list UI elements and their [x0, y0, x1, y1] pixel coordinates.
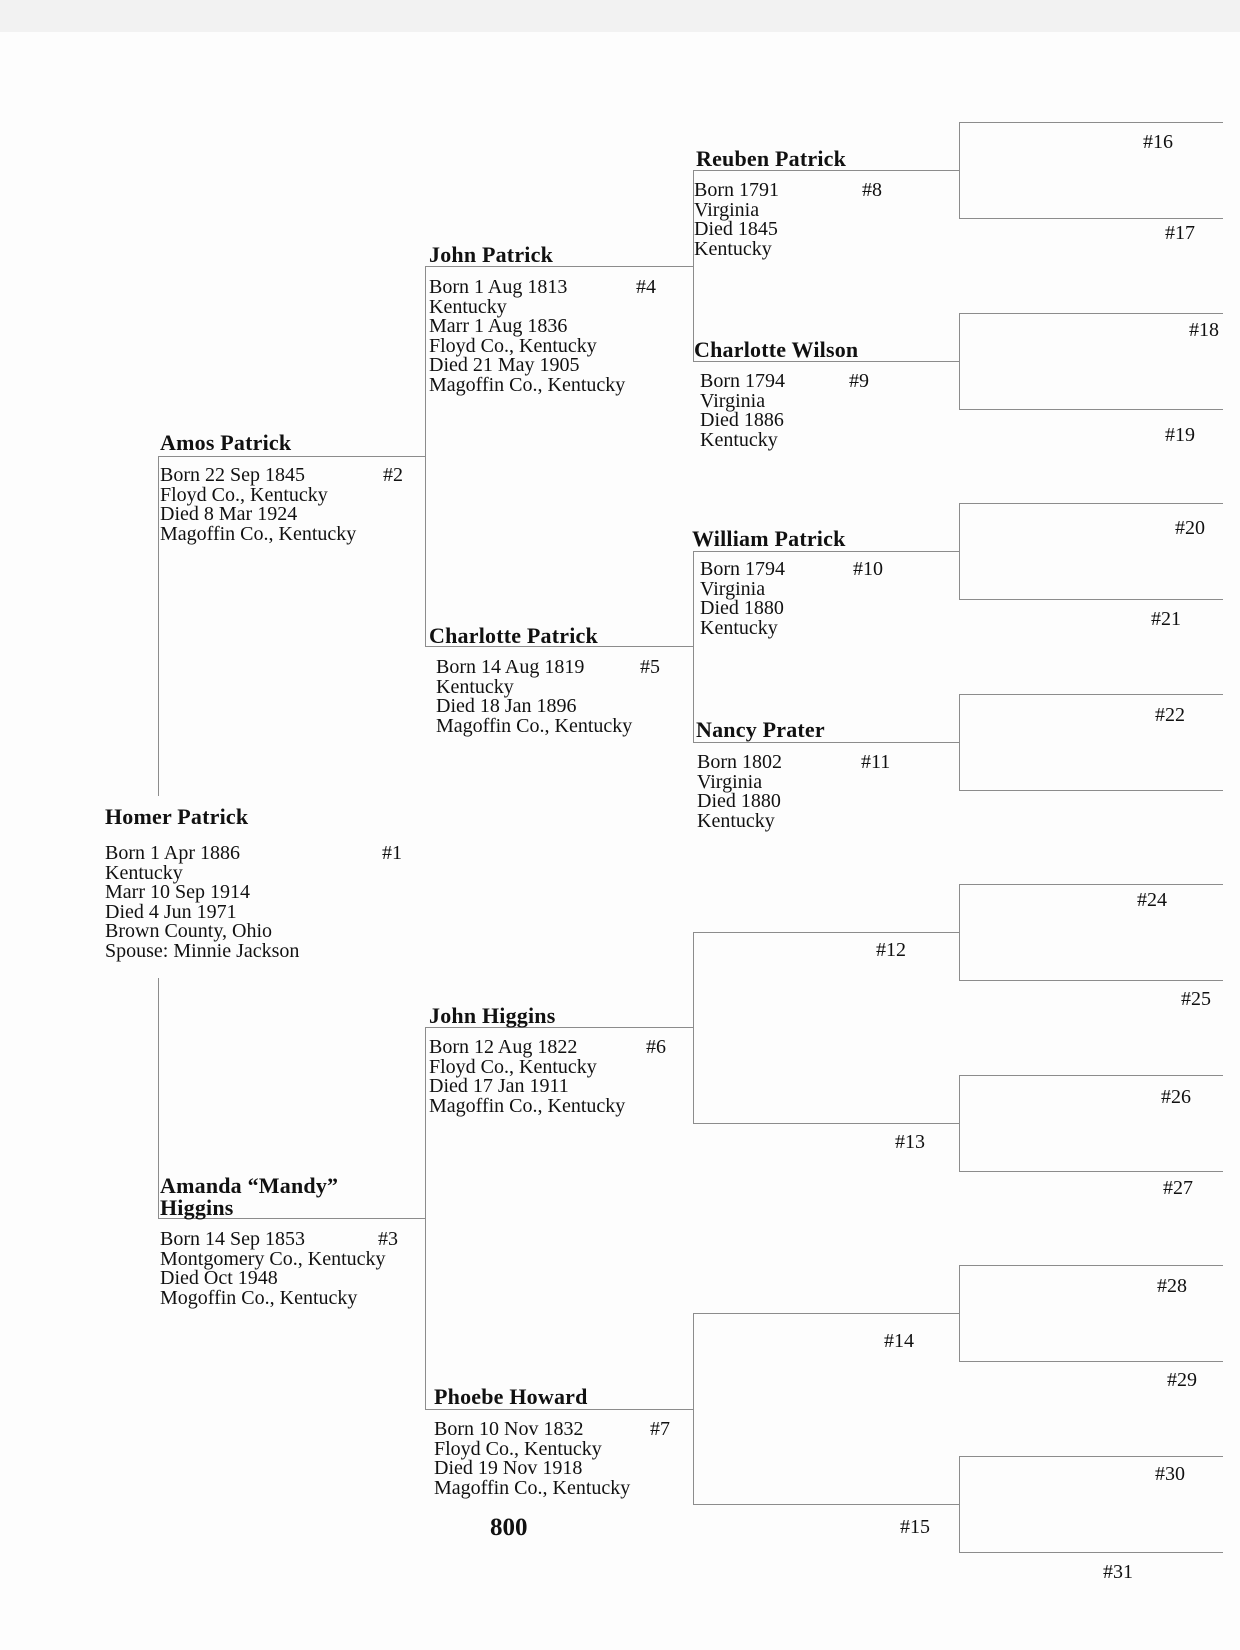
person-8-name: Reuben Patrick	[696, 146, 847, 171]
person-10-details	[700, 560, 785, 638]
line-p14-bracket	[959, 1265, 960, 1361]
person-6-name: John Higgins	[429, 1003, 556, 1028]
person-3-line: Died Oct 1948	[160, 1267, 278, 1289]
line-p2-bracket	[425, 266, 426, 646]
line-p17	[959, 218, 1223, 219]
line-p6-bracket	[693, 932, 694, 1123]
slot-number-25: #25	[1181, 988, 1211, 1010]
line-p18	[959, 313, 1223, 314]
person-3-line: Montgomery Co., Kentucky	[160, 1247, 386, 1270]
slot-number-24: #24	[1137, 889, 1167, 911]
person-10-name: William Patrick	[692, 526, 846, 551]
slot-number-19: #19	[1165, 424, 1195, 446]
line-p11-underline	[693, 742, 959, 743]
person-1-details	[105, 844, 299, 961]
slot-number-18: #18	[1189, 319, 1219, 341]
person-8-line: Kentucky	[694, 237, 772, 260]
person-2-number: #2	[383, 464, 403, 486]
slot-number-31: #31	[1103, 1561, 1133, 1583]
person-9-name: Charlotte Wilson	[694, 337, 859, 362]
person-7-name: Phoebe Howard	[434, 1384, 588, 1409]
person-4-line: Floyd Co., Kentucky	[429, 334, 597, 357]
person-1-line: Brown County, Ohio	[105, 920, 273, 942]
person-6-details	[429, 1038, 625, 1116]
slot-number-21: #21	[1151, 608, 1181, 630]
line-p3-bracket	[425, 1027, 426, 1409]
line-p1-p3	[158, 978, 159, 1218]
slot-number-28: #28	[1157, 1275, 1187, 1297]
line-p13-bracket	[959, 1075, 960, 1171]
person-6-line: Floyd Co., Kentucky	[429, 1055, 597, 1078]
person-9-line: Born 1794	[700, 370, 785, 392]
line-p5-bracket	[693, 551, 694, 742]
person-1-line: Marr 10 Sep 1914	[105, 881, 250, 903]
person-7-line: Floyd Co., Kentucky	[434, 1437, 602, 1460]
person-10-line: Virginia	[700, 577, 766, 600]
person-1-line: Kentucky	[105, 861, 183, 884]
person-3-details	[160, 1230, 386, 1308]
person-1-line: Spouse: Minnie Jackson	[105, 939, 300, 962]
person-5-line: Magoffin Co., Kentucky	[436, 714, 633, 737]
person-5-line: Died 18 Jan 1896	[436, 695, 577, 717]
line-p13-underline	[693, 1123, 959, 1124]
person-9-line: Virginia	[700, 389, 766, 412]
person-10-line: Born 1794	[700, 558, 785, 580]
slot-number-30: #30	[1155, 1463, 1185, 1485]
person-11-line: Born 1802	[697, 751, 782, 773]
person-2-line: Born 22 Sep 1845	[160, 464, 305, 486]
slot-number-16: #16	[1143, 131, 1173, 153]
slot-number-29: #29	[1167, 1369, 1197, 1391]
slot-number-13: #13	[895, 1131, 925, 1153]
person-8-line: Virginia	[694, 198, 760, 221]
person-2-name: Amos Patrick	[160, 430, 292, 455]
person-2-line: Floyd Co., Kentucky	[160, 483, 328, 506]
line-p11-bracket	[959, 694, 960, 790]
person-7-details	[434, 1420, 630, 1498]
person-11-name: Nancy Prater	[696, 717, 825, 742]
person-10-line: Died 1880	[700, 597, 784, 619]
slot-number-22: #22	[1155, 704, 1185, 726]
line-p29	[959, 1361, 1223, 1362]
person-4-number: #4	[636, 276, 656, 298]
line-p10-underline	[693, 551, 959, 552]
line-p27	[959, 1171, 1223, 1172]
person-8-details	[694, 181, 779, 259]
person-3-number: #3	[378, 1228, 398, 1250]
line-p2-underline	[158, 456, 425, 457]
line-p26	[959, 1075, 1223, 1076]
person-4-line: Kentucky	[429, 295, 507, 318]
line-p10-bracket	[959, 503, 960, 599]
line-p19	[959, 409, 1223, 410]
person-2-details	[160, 466, 356, 544]
line-p30	[959, 1456, 1223, 1457]
person-9-details	[700, 372, 785, 450]
person-11-line: Kentucky	[697, 809, 775, 832]
line-p14-underline	[693, 1313, 959, 1314]
person-1-line: Born 1 Apr 1886	[105, 842, 240, 864]
person-3-line: Mogoffin Co., Kentucky	[160, 1286, 358, 1309]
person-1-name: Homer Patrick	[105, 804, 249, 829]
slot-number-14: #14	[884, 1330, 914, 1352]
line-p22	[959, 694, 1223, 695]
line-p9-bracket	[959, 313, 960, 409]
person-6-number: #6	[646, 1036, 666, 1058]
person-2-line: Magoffin Co., Kentucky	[160, 522, 357, 545]
person-10-number: #10	[853, 558, 883, 580]
line-p28	[959, 1265, 1223, 1266]
person-11-line: Died 1880	[697, 790, 781, 812]
slot-number-26: #26	[1161, 1086, 1191, 1108]
person-5-line: Kentucky	[436, 675, 514, 698]
line-p1-p2	[158, 456, 159, 796]
line-p16	[959, 122, 1223, 123]
person-1-line: Died 4 Jun 1971	[105, 900, 237, 923]
person-11-details	[697, 753, 782, 831]
person-8-number: #8	[862, 179, 882, 201]
person-9-number: #9	[849, 370, 869, 392]
line-p7-bracket	[693, 1313, 694, 1504]
person-9-line: Kentucky	[700, 428, 778, 451]
person-5-line: Born 14 Aug 1819	[436, 656, 585, 678]
person-8-line: Born 1791	[694, 179, 779, 201]
person-4-details	[429, 278, 625, 395]
person-11-line: Virginia	[697, 770, 763, 793]
person-2-line: Died 8 Mar 1924	[160, 503, 298, 525]
person-7-line: Died 19 Nov 1918	[434, 1457, 583, 1479]
person-10-line: Kentucky	[700, 616, 778, 639]
person-4-line: Marr 1 Aug 1836	[429, 315, 568, 337]
person-4-line: Born 1 Aug 1813	[429, 276, 568, 298]
scan-top-band	[0, 0, 1240, 32]
person-3-line: Born 14 Sep 1853	[160, 1228, 305, 1250]
line-p23	[959, 790, 1223, 791]
person-8-line: Died 1845	[694, 218, 778, 240]
person-4-line: Died 21 May 1905	[429, 354, 580, 376]
person-5-name: Charlotte Patrick	[429, 623, 598, 648]
page-number: 800	[490, 1514, 528, 1541]
person-7-line: Magoffin Co., Kentucky	[434, 1476, 631, 1499]
line-p12-bracket	[959, 884, 960, 980]
slot-number-17: #17	[1165, 222, 1195, 244]
person-7-number: #7	[650, 1418, 670, 1440]
line-p24	[959, 884, 1223, 885]
person-1-number: #1	[382, 842, 402, 864]
person-5-details	[436, 658, 632, 736]
slot-number-12: #12	[876, 939, 906, 961]
line-p21	[959, 599, 1223, 600]
person-3-name: Amanda “Mandy”	[160, 1173, 339, 1198]
person-6-line: Magoffin Co., Kentucky	[429, 1094, 626, 1117]
person-4-name: John Patrick	[429, 242, 554, 267]
person-4-line: Magoffin Co., Kentucky	[429, 373, 626, 396]
line-p31	[959, 1552, 1223, 1553]
slot-number-27: #27	[1163, 1177, 1193, 1199]
line-p15-underline	[693, 1504, 959, 1505]
person-3-name-cont: Higgins	[160, 1195, 234, 1220]
line-p7-underline	[425, 1409, 693, 1410]
line-p20	[959, 503, 1223, 504]
slot-number-20: #20	[1175, 517, 1205, 539]
person-11-number: #11	[861, 751, 891, 773]
person-9-line: Died 1886	[700, 409, 784, 431]
line-p25	[959, 980, 1223, 981]
person-7-line: Born 10 Nov 1832	[434, 1418, 584, 1440]
line-p12-underline	[693, 932, 959, 933]
line-p15-bracket	[959, 1456, 960, 1552]
line-p8-bracket	[959, 122, 960, 218]
person-6-line: Died 17 Jan 1911	[429, 1075, 569, 1097]
slot-number-15: #15	[900, 1516, 930, 1538]
person-5-number: #5	[640, 656, 660, 678]
person-6-line: Born 12 Aug 1822	[429, 1036, 578, 1058]
